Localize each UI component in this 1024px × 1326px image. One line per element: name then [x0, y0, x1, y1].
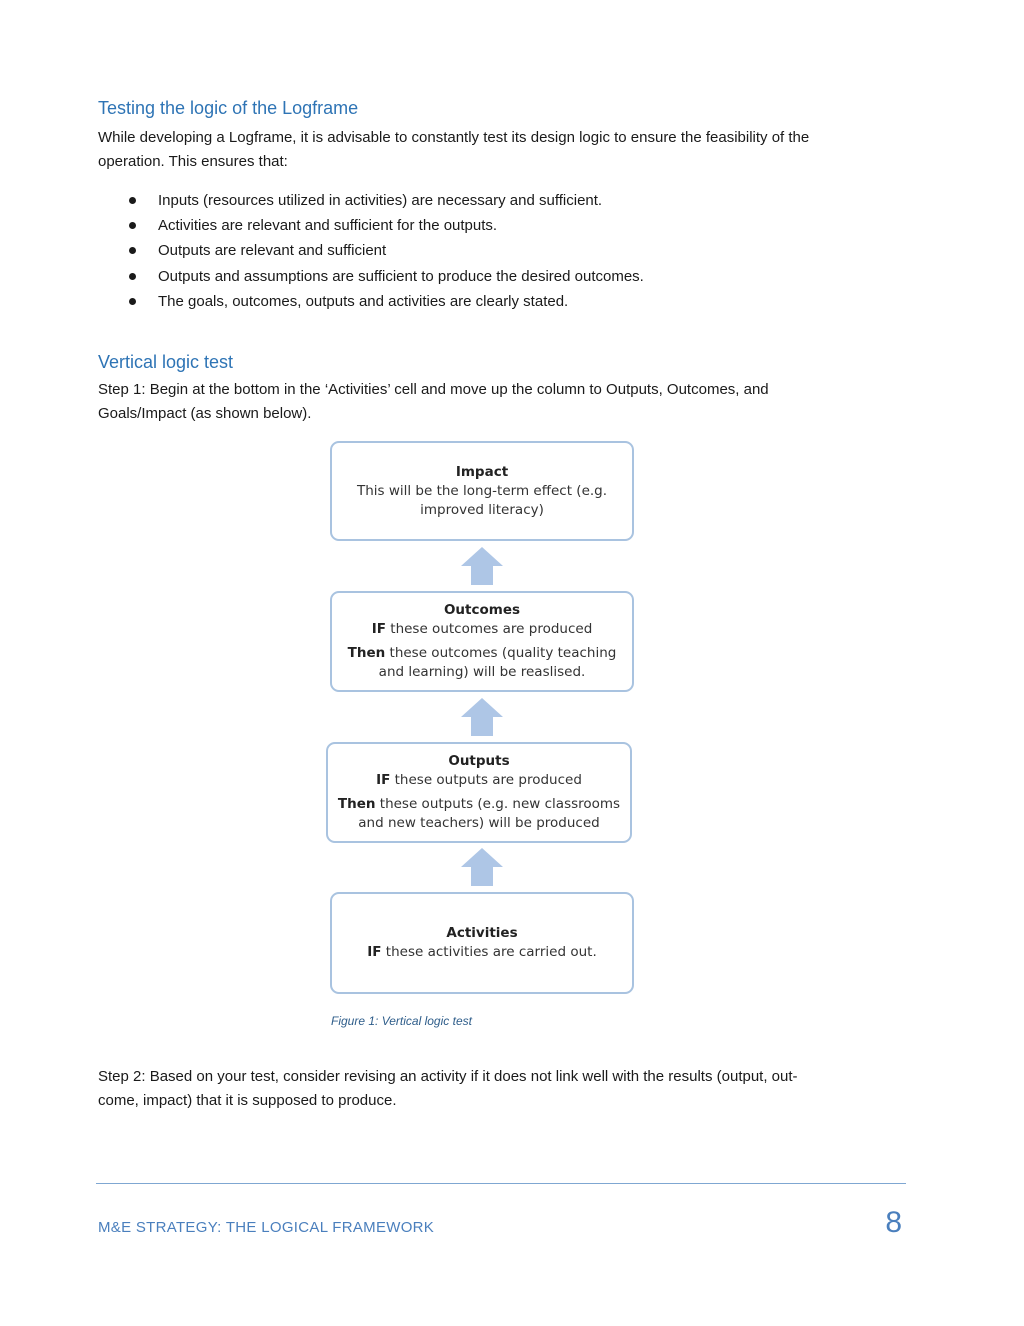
criteria-list [98, 188, 898, 314]
list-item: Outputs and assumptions are sufficient to produce the desired outcomes. [98, 264, 898, 289]
step2-line-1: Step 2: Based on your test, consider revising an activity if it does not link well with the results (output, out- [98, 1068, 798, 1085]
list-item: Inputs (resources utilized in activities) are necessary and sufficient. [98, 188, 898, 213]
outputs-line-3: and new teachers) will be produced [358, 815, 600, 831]
activities-box [330, 892, 634, 994]
footer-title: M&E STRATEGY: THE LOGICAL FRAMEWORK [98, 1219, 435, 1236]
outcomes-title: Outcomes [443, 602, 521, 618]
section-heading-vertical-logic: Vertical logic test [98, 352, 234, 372]
if-keyword: IF [376, 772, 391, 788]
list-item: Activities are relevant and sufficient for the outputs. [98, 213, 898, 238]
outputs-if-text: these outputs are produced [390, 772, 582, 788]
then-keyword: Then [347, 645, 386, 661]
outcomes-line-3: and learning) will be reaslised. [378, 664, 586, 680]
up-arrow-icon [461, 848, 503, 886]
intro-line-2: operation. This ensures that: [98, 153, 288, 170]
step1-line-2: Goals/Impact (as shown below). [98, 405, 312, 422]
activities-if-line [367, 943, 596, 962]
list-item: The goals, outcomes, outputs and activities are clearly stated. [98, 289, 898, 314]
step2-paragraph [98, 1065, 910, 1113]
step1-line-1: Step 1: Begin at the bottom in the ‘Activities’ cell and move up the column to Outputs, Outcomes, and [98, 381, 769, 398]
list-item: Outputs are relevant and sufficient [98, 238, 898, 263]
outcomes-then-line [348, 644, 617, 663]
outcomes-if-text: these outcomes are produced [385, 621, 593, 637]
outputs-box [326, 742, 632, 843]
step1-paragraph [98, 378, 910, 426]
outputs-then-line [338, 795, 620, 814]
figure-caption: Figure 1: Vertical logic test [331, 1014, 472, 1028]
up-arrow-icon [461, 698, 503, 736]
page-number: 8 [885, 1206, 902, 1239]
if-keyword: IF [367, 944, 382, 960]
intro-line-1: While developing a Logframe, it is advisable to constantly test its design logic to ensure the feasibility of the [98, 129, 810, 146]
intro-paragraph [98, 126, 910, 174]
up-arrow-icon [461, 547, 503, 585]
vertical-logic-diagram [326, 440, 636, 996]
if-keyword: IF [371, 621, 386, 637]
activities-title: Activities [446, 925, 518, 941]
outcomes-then-text: these outcomes (quality teaching [385, 645, 617, 661]
footer-divider [96, 1183, 906, 1184]
impact-line-2: improved literacy) [420, 501, 544, 518]
outputs-title: Outputs [448, 753, 510, 769]
section-heading-testing-logic: Testing the logic of the Logframe [98, 98, 359, 118]
then-keyword: Then [337, 796, 376, 812]
outputs-then-text: these outputs (e.g. new classrooms [375, 796, 621, 812]
step2-line-2: come, impact) that it is supposed to produce. [98, 1092, 397, 1109]
impact-title: Impact [455, 463, 509, 480]
outcomes-box [330, 591, 634, 692]
impact-box [330, 441, 634, 541]
outputs-if-line [376, 771, 582, 790]
impact-line-1: This will be the long-term effect (e.g. [356, 482, 608, 499]
outcomes-if-line [372, 620, 593, 639]
activities-if-text: these activities are carried out. [381, 944, 597, 960]
